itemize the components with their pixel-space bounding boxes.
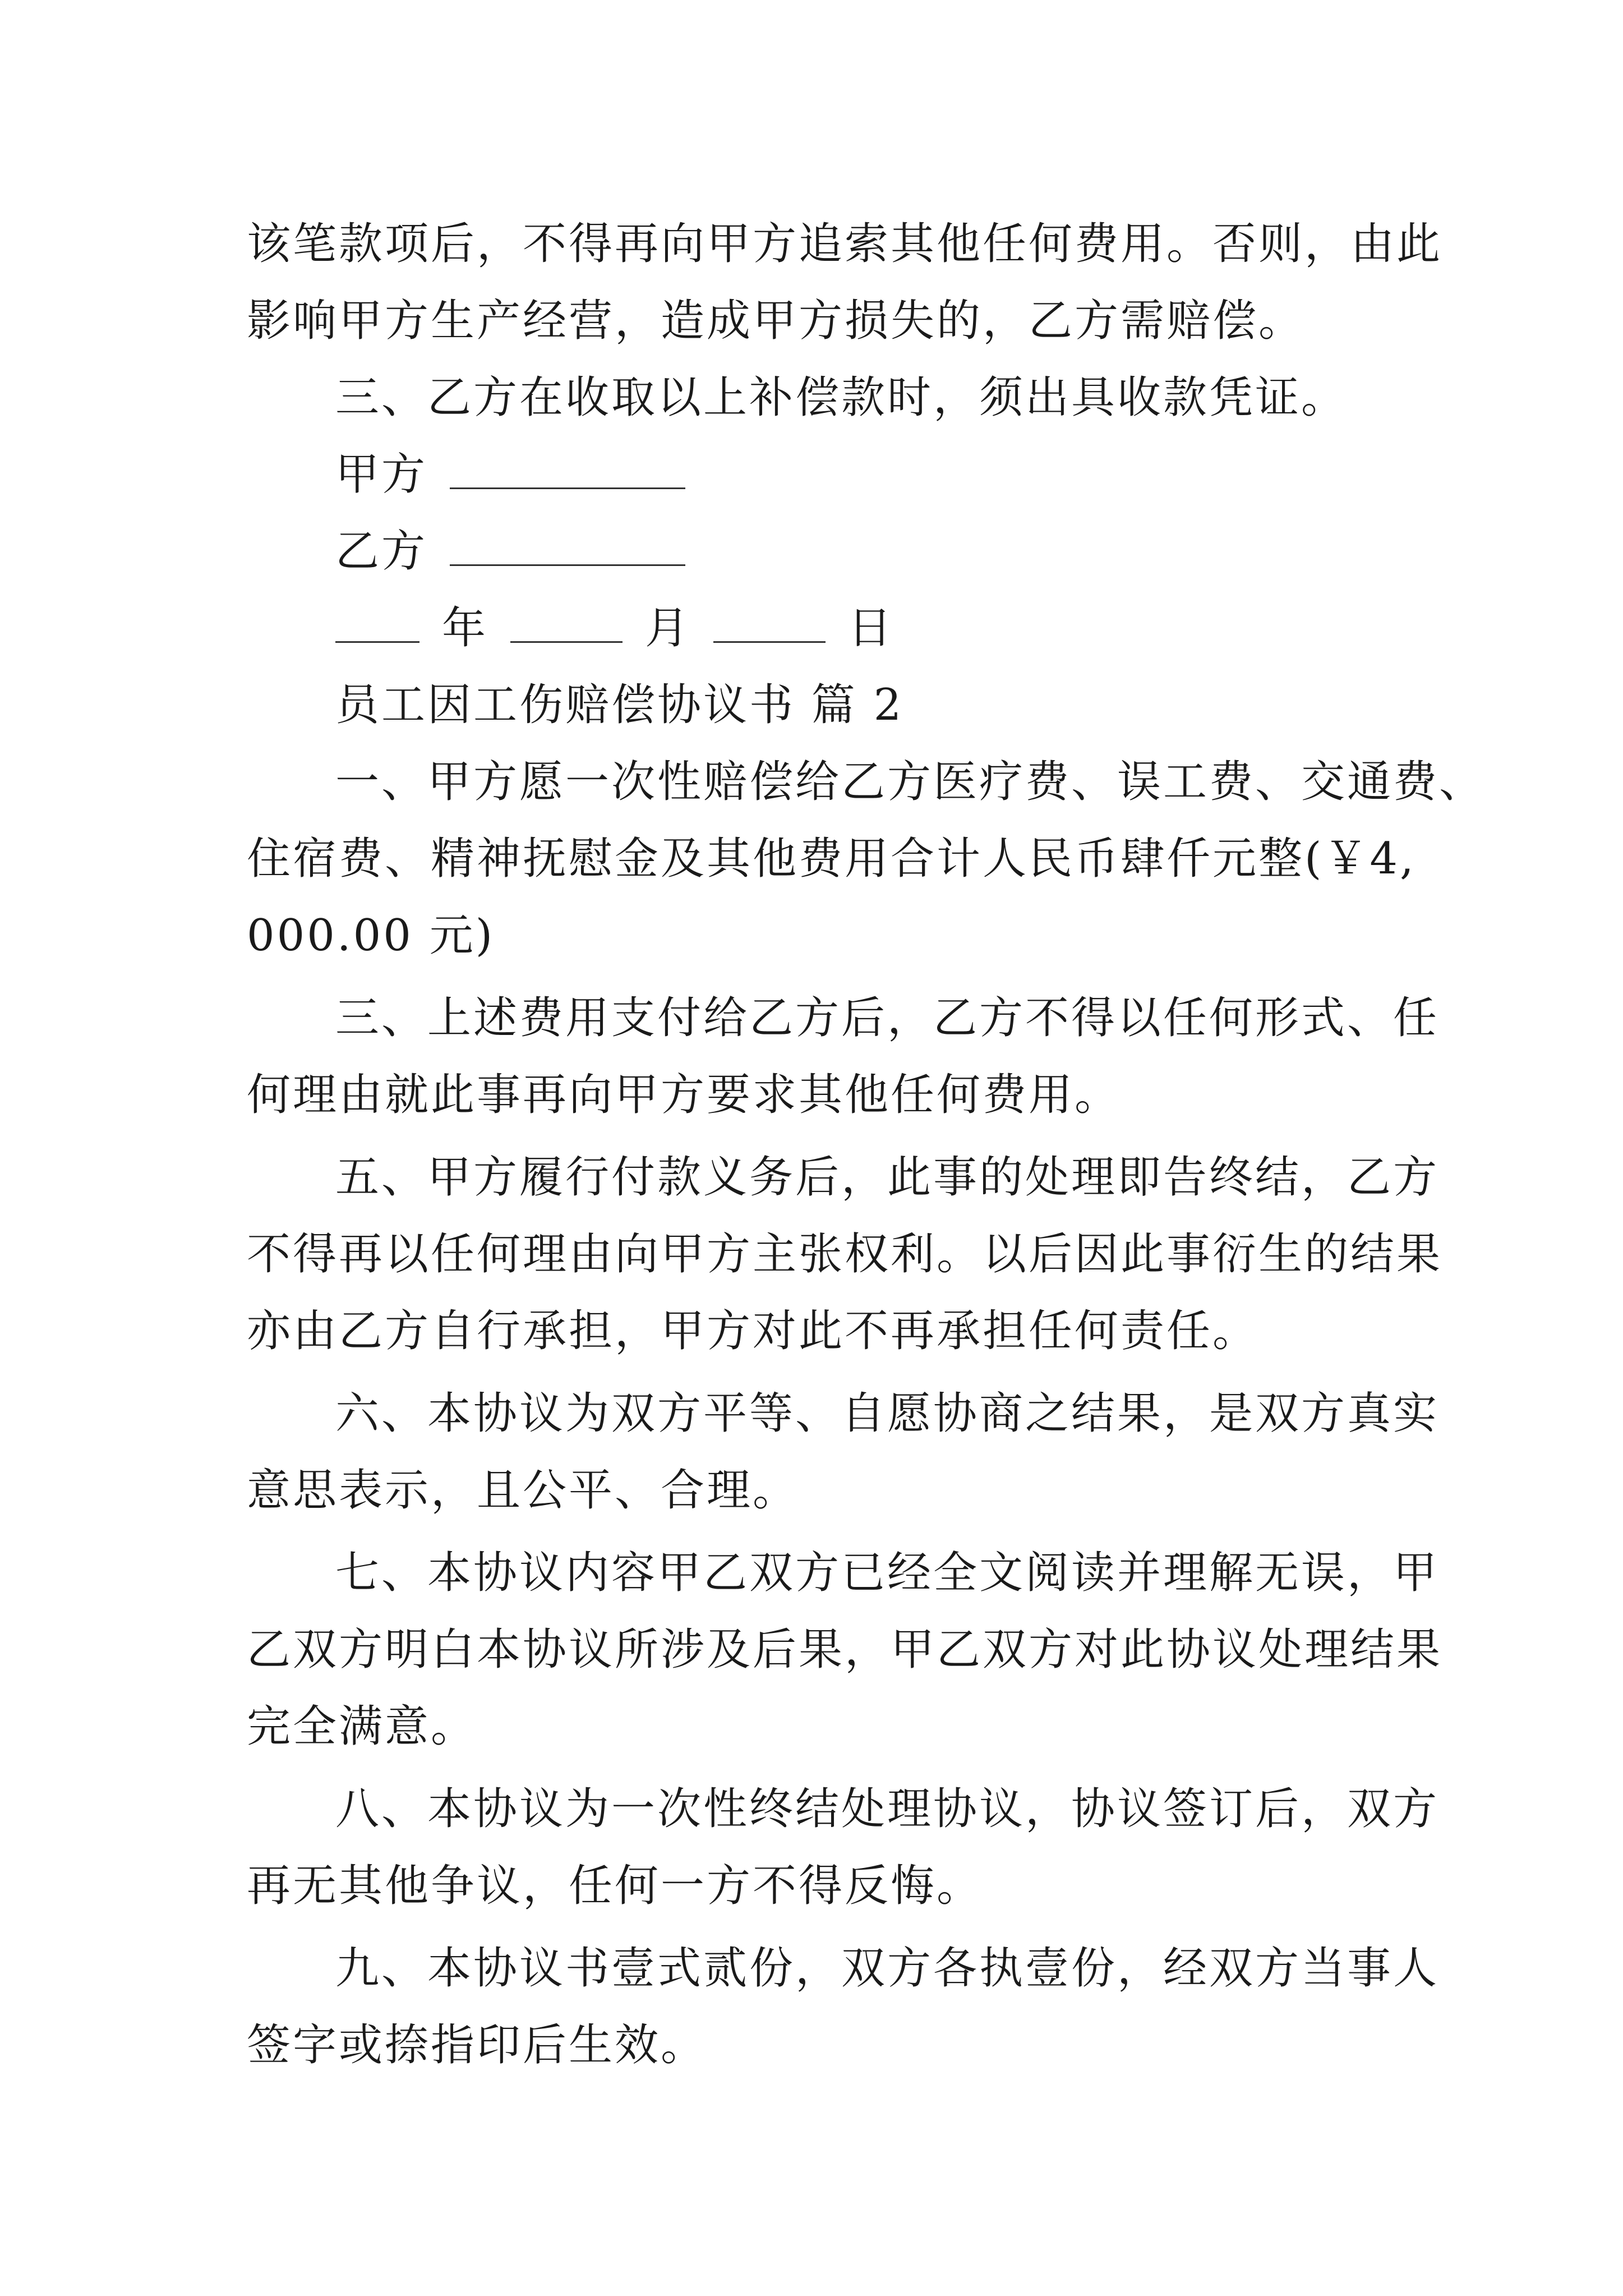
paragraph-line: 签字或捺指印后生效。 [247,2020,707,2070]
paragraph-line: 完全满意。 [247,1701,477,1752]
paragraph-line: 亦由乙方自行承担，甲方对此不再承担任何责任。 [247,1306,1259,1356]
date-row [335,600,894,656]
party-b-label: 乙方 [335,526,428,577]
year-blank [335,608,419,643]
month-blank [510,608,623,643]
paragraph-line: 五、甲方履行付款义务后，此事的处理即告终结，乙方 [335,1152,1440,1203]
paragraph-line: 影响甲方生产经营，造成甲方损失的，乙方需赔偿。 [247,296,1305,346]
paragraph-line: 九、本协议书壹式贰份，双方各执壹份，经双方当事人 [335,1943,1440,1994]
paragraph-line: 三、上述费用支付给乙方后，乙方不得以任何形式、任 [335,993,1440,1043]
paragraph-line: 住宿费、精神抚慰金及其他费用合计人民币肆仟元整(￥4, [247,834,1416,884]
clause-three-line: 三、乙方在收取以上补偿款时，须出具收款凭证。 [335,372,1348,423]
party-a-signature-row [335,447,698,503]
paragraph-line: 再无其他争议，任何一方不得反悔。 [247,1861,983,1911]
paragraph-line: 何理由就此事再向甲方要求其他任何费用。 [247,1070,1121,1120]
paragraph-line: 一、甲方愿一次性赔偿给乙方医疗费、误工费、交通费、 [335,757,1486,807]
paragraph-line: 七、本协议内容甲乙双方已经全文阅读并理解无误，甲 [335,1548,1440,1598]
paragraph-line: 六、本协议为双方平等、自愿协商之结果，是双方真实 [335,1388,1440,1439]
paragraph-line: 意思表示，且公平、合理。 [247,1465,799,1516]
paragraph-line: 不得再以任何理由向甲方主张权利。以后因此事衍生的结果 [247,1229,1443,1280]
section-heading: 员工因工伤赔偿协议书 篇 2 [335,680,904,730]
day-blank [713,608,826,643]
day-label: 日 [848,603,895,654]
party-b-signature-blank [450,531,685,566]
paragraph-line: 000.00 元) [247,910,495,961]
year-label: 年 [442,603,488,654]
month-label: 月 [645,603,691,654]
party-a-signature-blank [450,454,685,489]
party-a-label: 甲方 [335,449,428,500]
paragraph-line: 该笔款项后，不得再向甲方追索其他任何费用。否则，由此 [247,219,1443,269]
paragraph-line: 乙双方明白本协议所涉及后果，甲乙双方对此协议处理结果 [247,1625,1443,1675]
party-b-signature-row [335,523,698,579]
paragraph-line: 八、本协议为一次性终结处理协议，协议签订后，双方 [335,1784,1440,1834]
